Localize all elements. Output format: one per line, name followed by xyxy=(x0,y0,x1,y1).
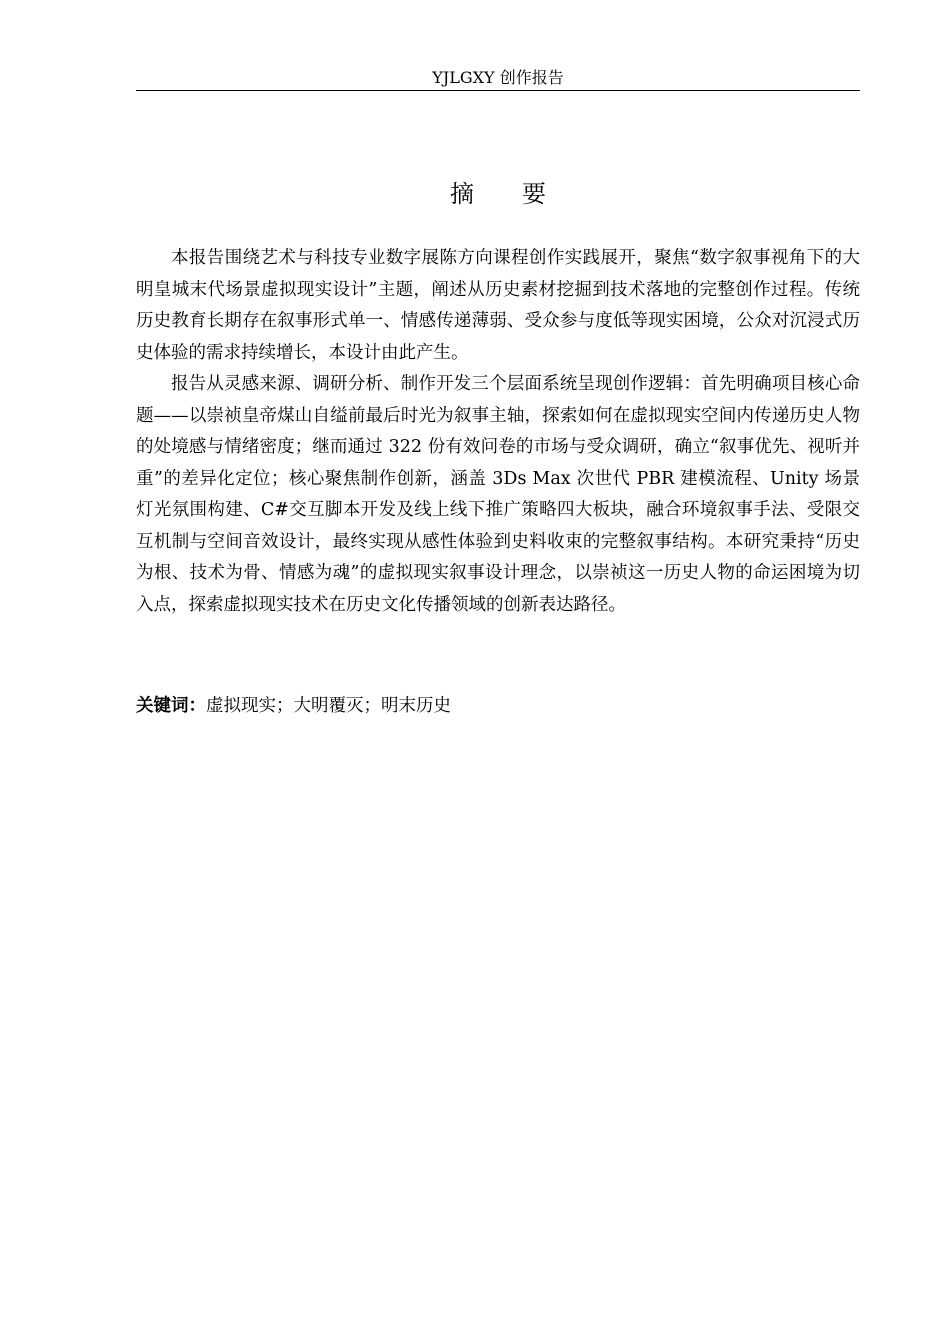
header-rule xyxy=(136,90,860,91)
abstract-body xyxy=(136,243,860,621)
keywords-line xyxy=(136,691,860,723)
abstract-title: 摘 要 xyxy=(450,180,546,208)
keywords-value: 虚拟现实；大明覆灭；明末历史 xyxy=(206,696,451,716)
keywords-label: 关键词： xyxy=(136,696,206,716)
page-header: YJLGXY 创作报告 xyxy=(432,68,564,87)
abstract-paragraph-2: 报告从灵感来源、调研分析、制作开发三个层面系统呈现创作逻辑：首先明确项目核心命题——以崇祯皇帝煤山自缢前最后时光为叙事主轴，探索如何在虚拟现实空间内传递历史人物的处境感与情绪密度；继而通过 322 份有效问卷的市场与受众调研，确立“叙事优先、视听并重”的差异化定位；核心聚焦制作创新，涵盖 3Ds Max 次世代 PBR 建模流程、Unity 场景灯光氛围构建、C#交互脚本开发及线上线下推广策略四大板块，融合环境叙事手法、受限交互机制与空间音效设计，最终实现从感性体验到史料收束的完整叙事结构。本研究秉持“历史为根、技术为骨、情感为魂”的虚拟现实叙事设计理念，以崇祯这一历史人物的命运困境为切入点，探索虚拟现实技术在历史文化传播领域的创新表达路径。 xyxy=(136,374,860,615)
abstract-paragraph-1: 本报告围绕艺术与科技专业数字展陈方向课程创作实践展开，聚焦“数字叙事视角下的大明皇城末代场景虚拟现实设计”主题，阐述从历史素材挖掘到技术落地的完整创作过程。传统历史教育长期存在叙事形式单一、情感传递薄弱、受众参与度低等现实困境，公众对沉浸式历史体验的需求持续增长，本设计由此产生。 xyxy=(136,248,860,363)
